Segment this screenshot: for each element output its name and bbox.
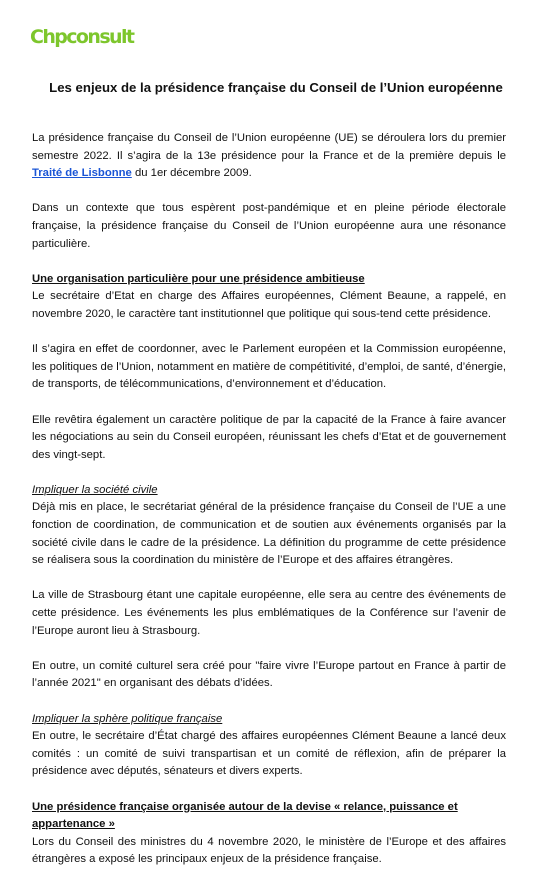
document-body [32,130,506,887]
section-heading-devise: Une présidence française organisée autour de la devise « relance, puissance et appartenance » [32,800,458,831]
context-paragraph: Dans un contexte que tous espèrent post-pandémique et en pleine période électorale française, la présidence française du Conseil de l’Union européenne aura une résonance particulière. [32,202,506,250]
intro-text-after: du 1er décembre 2009. [131,167,252,180]
page-title: Les enjeux de la présidence française du Conseil de l’Union européenne [49,80,503,95]
intro-paragraph [32,130,506,183]
organisation-paragraph-2: Il s’agira en effet de coordonner, avec le Parlement européen et la Commission européenne, les politiques de l’Union, notamment en matière de compétitivité, d’emploi, de santé, d’énergie, de transports, de télécommunications, d’environnement et d’éducation. [32,343,506,391]
societe-civile-paragraph-3: En outre, un comité culturel sera créé pour "faire vivre l’Europe partout en France à partir de l’année 2021" en organisant des débats d’idées. [32,659,506,690]
sphere-politique-paragraph: En outre, le secrétaire d’État chargé des affaires européennes Clément Beaune a lancé deux comités : un comité de suivi transpartisan et un comité de réflexion, afin de préparer la présidence avec députés, sénateurs et divers experts. [32,730,506,778]
intro-text-before: La présidence française du Conseil de l’Union européenne (UE) se déroulera lors du premier semestre 2022. Il s’agira de la 13e présidence pour la France et de la première depuis le [32,132,506,162]
organisation-paragraph-1: Le secrétaire d’Etat en charge des Affaires européennes, Clément Beaune, a rappelé, en novembre 2020, le caractère tant institutionnel que politique qui sous-tend cette présidence. [32,290,506,320]
devise-paragraph: Lors du Conseil des ministres du 4 novembre 2020, le ministère de l’Europe et des affaires étrangères a exposé les principaux enjeux de la présidence française. [32,835,506,866]
traite-de-lisbonne-link[interactable]: Traité de Lisbonne [32,167,132,180]
company-logo: Chpconsult [30,26,134,48]
societe-civile-paragraph-1: Déjà mis en place, le secrétariat général de la présidence française du Conseil de l’UE a une fonction de coordination, de communication et de soutien aux événements organisés par la société civile dans le cadre de la présidence. La définition du programme de cette présidence se réalisera sous la coordination du ministère de l’Europe et des affaires étrangères. [32,501,506,567]
section-heading-organisation: Une organisation particulière pour une présidence ambitieuse [32,272,365,285]
organisation-paragraph-3: Elle revêtira également un caractère politique de par la capacité de la France à faire avancer les négociations au sein du Conseil européen, réunissant les chefs d’Etat et de gouvernement des vingt-sept. [32,413,506,461]
societe-civile-paragraph-2: La ville de Strasbourg étant une capitale européenne, elle sera au centre des événements de cette présidence. Les événements les plus emblématiques de la Conférence sur l’avenir de l’Europe auront lieu à Strasbourg. [32,589,506,637]
subheading-sphere-politique: Impliquer la sphère politique française [32,712,223,725]
subheading-societe-civile: Impliquer la société civile [32,483,158,496]
